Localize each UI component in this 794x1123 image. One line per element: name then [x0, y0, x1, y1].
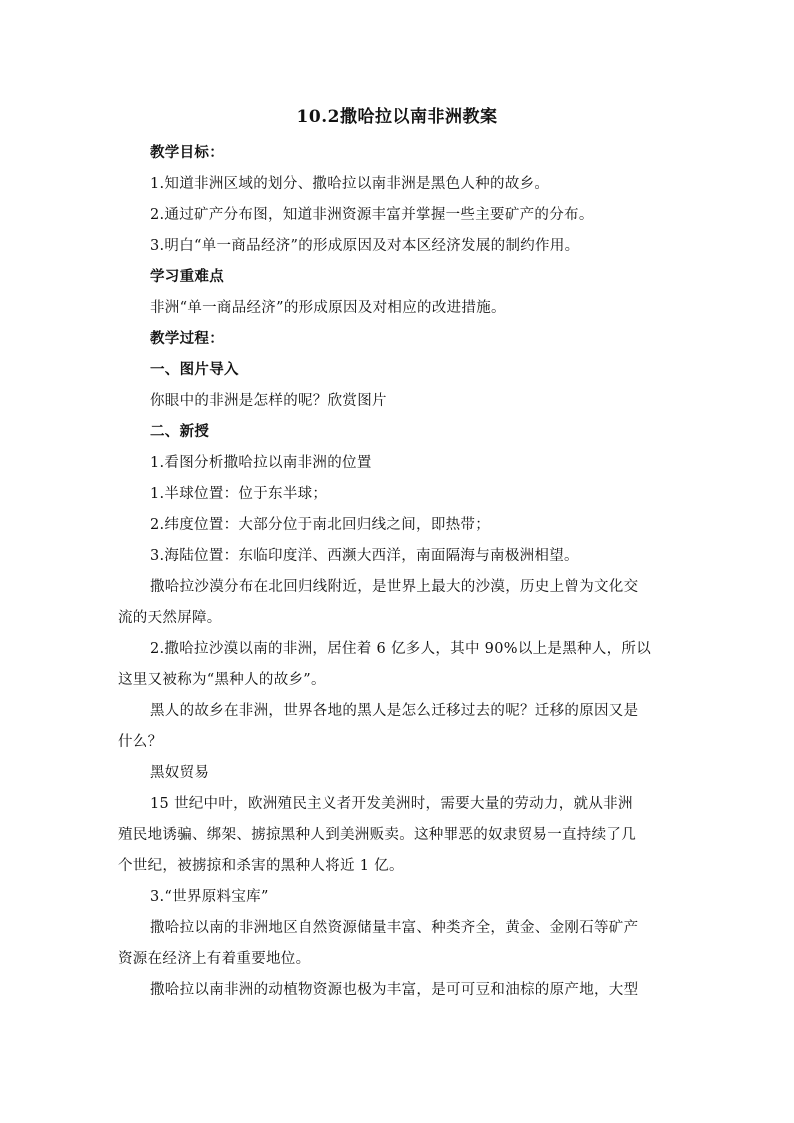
position-hemisphere: 1.半球位置：位于东半球； — [150, 486, 328, 502]
resources-paragraph-line-1: 撒哈拉以南的非洲地区自然资源储量丰富、种类齐全，黄金、金刚石等矿产 — [150, 920, 639, 936]
slave-trade-heading: 黑奴贸易 — [150, 765, 210, 781]
population-paragraph-line-1: 2.撒哈拉沙漠以南的非洲，居住着 6 亿多人，其中 90%以上是黑种人，所以 — [150, 641, 652, 657]
part1-text: 你眼中的非洲是怎样的呢？欣赏图片 — [150, 393, 387, 409]
biology-paragraph-line-1: 撒哈拉以南非洲的动植物资源也极为丰富，是可可豆和油棕的原产地，大型 — [150, 982, 639, 998]
slave-trade-paragraph-line-2: 殖民地诱骗、绑架、掳掠黑种人到美洲贩卖。这种罪恶的奴隶贸易一直持续了几 — [118, 827, 636, 843]
part2-heading: 二、新授 — [150, 423, 210, 440]
slave-trade-paragraph-line-3: 个世纪，被掳掠和杀害的黑种人将近 1 亿。 — [118, 858, 404, 874]
key-points-text: 非洲“单一商品经济”的形成原因及对相应的改进措施。 — [150, 300, 506, 316]
desert-paragraph-line-2: 流的天然屏障。 — [118, 610, 222, 626]
slave-trade-paragraph-line-1: 15 世纪中叶，欧洲殖民主义者开发美洲时，需要大量的劳动力，就从非洲 — [150, 796, 633, 812]
resources-paragraph-line-2: 资源在经济上有着重要地位。 — [118, 951, 311, 967]
key-points-heading: 学习重难点 — [150, 268, 224, 285]
goal-1: 1.知道非洲区域的划分、撒哈拉以南非洲是黑色人种的故乡。 — [150, 176, 550, 192]
item-1-heading: 1.看图分析撒哈拉以南非洲的位置 — [150, 455, 372, 471]
process-heading: 教学过程： — [150, 330, 224, 347]
desert-paragraph-line-1: 撒哈拉沙漠分布在北回归线附近，是世界上最大的沙漠，历史上曾为文化交 — [150, 579, 639, 595]
goal-2: 2.通过矿产分布图，知道非洲资源丰富并掌握一些主要矿产的分布。 — [150, 207, 594, 223]
population-paragraph-line-2: 这里又被称为“黑种人的故乡”。 — [118, 672, 326, 688]
position-latitude: 2.纬度位置：大部分位于南北回归线之间，即热带； — [150, 517, 491, 533]
question-paragraph-line-1: 黑人的故乡在非洲，世界各地的黑人是怎么迁移过去的呢？迁移的原因又是 — [150, 703, 639, 719]
item-3-heading: 3.“世界原料宝库” — [150, 889, 269, 905]
goal-3: 3.明白“单一商品经济”的形成原因及对本区经济发展的制约作用。 — [150, 238, 580, 254]
question-paragraph-line-2: 什么？ — [118, 734, 163, 750]
part1-heading: 一、图片导入 — [150, 361, 239, 378]
document-title: 10.2撒哈拉以南非洲教案 — [296, 107, 498, 127]
position-sea-land: 3.海陆位置：东临印度洋、西濒大西洋，南面隔海与南极洲相望。 — [150, 548, 579, 564]
goals-heading: 教学目标： — [150, 144, 224, 161]
